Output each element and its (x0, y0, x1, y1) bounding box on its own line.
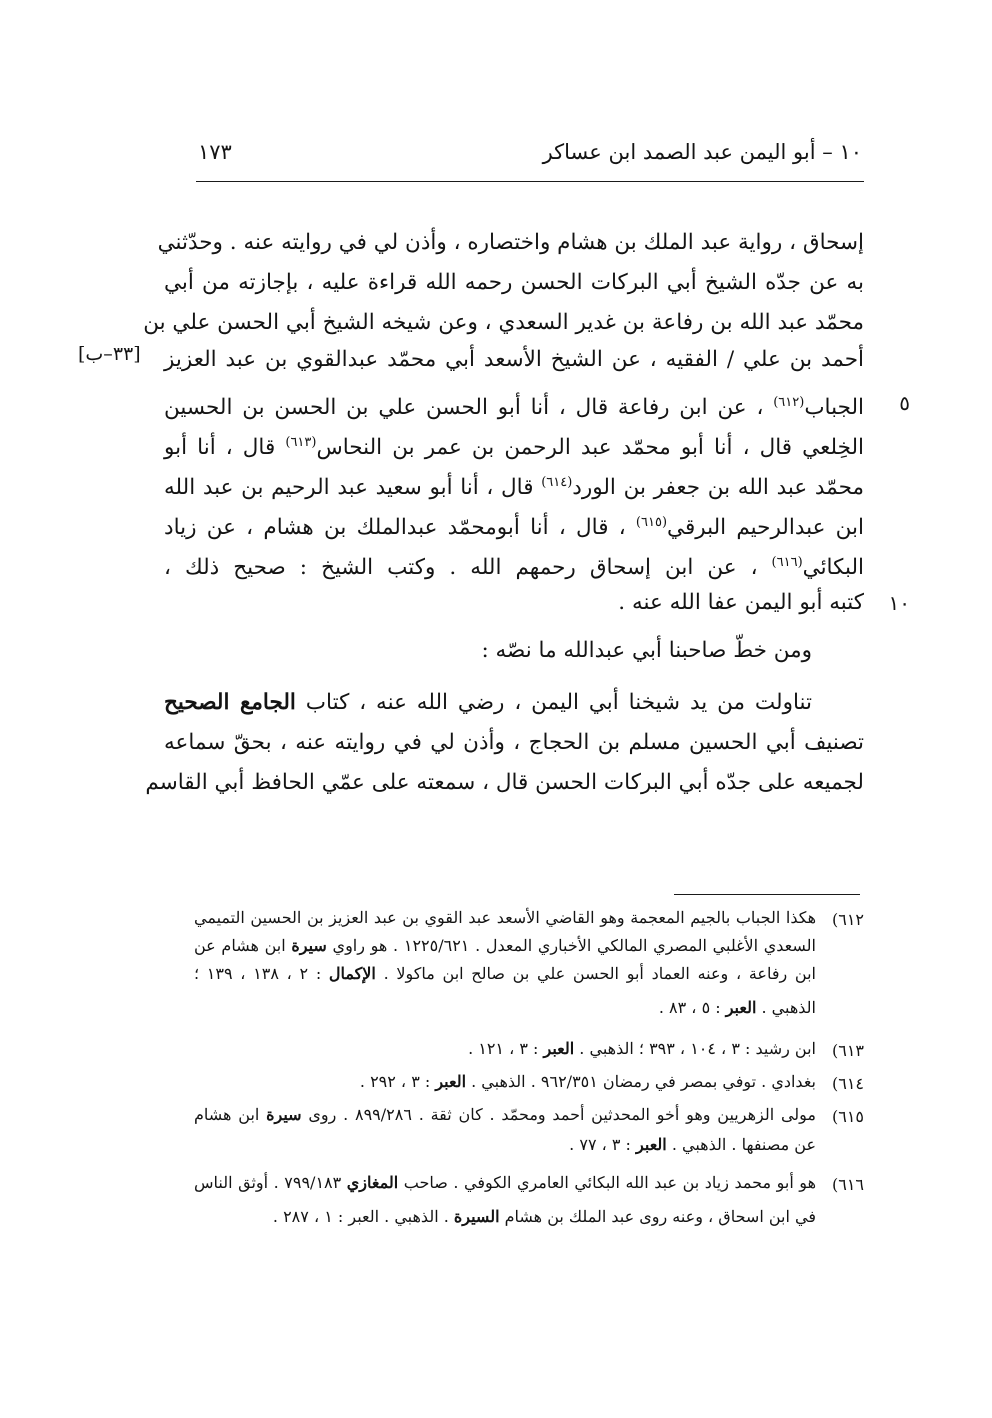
footnote-text: ابن هشام عن (194, 936, 292, 955)
body-line-8 (164, 508, 864, 543)
body-text: قال ، أنا أبو (164, 435, 286, 461)
page-number: ١٧٣ (198, 140, 232, 164)
line-number-5: ٥ (899, 391, 910, 415)
body-text: الجباب (804, 395, 864, 421)
footnote-number: ٦١٣) (831, 1041, 864, 1060)
footnote-bold-term: سيرة (266, 1105, 302, 1124)
footnote-ref-612[interactable]: (٦١٢) (773, 395, 805, 410)
body-text: محمّد عبد الله بن جعفر بن الورد (572, 475, 864, 501)
margin-folio-note: [٣٣–ب] (78, 343, 141, 365)
footnote-line (194, 1203, 816, 1231)
book-title-bold: الجامع الصحيح (164, 690, 296, 715)
footnote-text: : ٣ ، ٧٧ . (569, 1135, 637, 1154)
body-text: قال ، أنا أبو سعيد عبد الرحيم بن عبد الله (164, 475, 542, 501)
footnote-text: الذهبي . (756, 998, 816, 1017)
footnote-text: بغدادي . توفي بمصر في رمضان ٩٦٢/٣٥١ . الذهبي . (466, 1072, 816, 1091)
footnote-line (194, 1131, 816, 1159)
footnote-text: ٧٩٩/١٨٣ . أوثق الناس (194, 1173, 347, 1192)
footnote-line (194, 904, 816, 932)
footnote-line (194, 1169, 816, 1197)
footnote-ref-613[interactable]: (٦١٣) (285, 435, 317, 450)
footnote-number: ٦١٤) (831, 1074, 864, 1093)
body-line-7 (164, 468, 864, 503)
running-header-title: ١٠ – أبو اليمن عبد الصمد ابن عساكر (542, 140, 862, 164)
body-line-13: تصنيف أبي الحسين مسلم بن الحجاج ، وأذن لي في روايته عنه ، بحقّ سماعه (164, 730, 864, 755)
footnote-text: هكذا الجباب بالجيم المعجمة وهو القاضي الأسعد عبد القوي بن عبد العزيز بن الحسين التميمي (194, 908, 816, 927)
footnote-ref-615[interactable]: (٦١٥) (635, 515, 668, 530)
body-line-14: لجميعه على جدّه أبي البركات الحسن قال ، سمعته على عمّي الحافظ أبي القاسم (145, 770, 864, 795)
footnote-ref-614[interactable]: (٦١٤) (541, 475, 573, 490)
footnote-line (194, 960, 816, 988)
footnote-ref-616[interactable]: (٦١٦) (771, 555, 803, 570)
footnote-text: : ٣ ، ٢٩٢ . (359, 1072, 436, 1091)
header-rule (196, 181, 864, 182)
footnote-text: ابن رشيد : ٣ ، ١٠٤ ، ٣٩٣ ؛ الذهبي . (574, 1039, 816, 1058)
body-line-4: أحمد بن علي / الفقيه ، عن الشيخ الأسعد أبي محمّد عبدالقوي بن عبد العزيز (164, 347, 864, 372)
body-line-12 (164, 688, 864, 718)
footnote-text: : ٣ ، ١٢١ . (468, 1039, 544, 1058)
footnote-text: في ابن اسحاق ، وعنه روى عبد الملك بن هشام (499, 1207, 816, 1226)
footnote-bold-term: العبر (543, 1039, 575, 1058)
footnote-bold-term: العبر (636, 1135, 667, 1154)
line-number-10: ١٠ (888, 591, 910, 615)
footnote-text: : ٢ ، ١٣٨ ، ١٣٩ ؛ (194, 964, 329, 983)
footnote-bold-term: الإكمال (328, 964, 376, 983)
body-line-11: ومن خطّ صاحبنا أبي عبدالله ما نصّه : (481, 638, 812, 663)
footnote-rule (674, 894, 860, 895)
footnote-bold-term: المغازي (346, 1173, 399, 1192)
body-line-5 (164, 388, 864, 423)
footnote-bold-term: سيرة (291, 936, 327, 955)
footnote-line (194, 1101, 816, 1129)
body-line-2: به عن جدّه الشيخ أبي البركات الحسن رحمه الله قراءة عليه ، بإجازته من أبي (164, 270, 864, 295)
footnote-text: مولى الزهريين وهو أخو المحدثين أحمد ومحمّد . كان ثقة . ٨٩٩/٢٨٦ . روى (301, 1105, 816, 1124)
body-text: البكائي (802, 555, 864, 581)
footnote-number: ٦١٦) (831, 1175, 864, 1194)
body-text: ابن عبدالرحيم البرقي (667, 515, 865, 541)
footnote-bold-term: العبر (435, 1072, 467, 1091)
footnote-line (194, 1068, 816, 1096)
footnote-line (194, 994, 816, 1022)
footnote-text: هو أبو محمد زياد بن عبد الله البكائي العامري الكوفي . صاحب (398, 1173, 817, 1192)
footnote-line (194, 932, 816, 960)
body-line-10: كتبه أبو اليمن عفا الله عنه . (618, 590, 864, 615)
body-text: الخِلعي قال ، أنا أبو محمّد عبد الرحمن بن عمر بن النحاس (316, 435, 864, 461)
body-line-9 (164, 548, 864, 583)
footnote-number: ٦١٢) (831, 910, 864, 929)
footnote-text: ابن هشام (194, 1105, 267, 1124)
footnote-text: عن مصنفها . الذهبي . (666, 1135, 816, 1154)
body-line-3: محمّد عبد الله بن رفاعة بن غدير السعدي ، وعن شيخه الشيخ أبي الحسن علي بن (143, 310, 864, 335)
body-text: ، عن ابن رفاعة قال ، أنا أبو الحسن علي بن الحسن بن الحسين (164, 395, 774, 421)
footnote-text: . الذهبي . العبر : ١ ، ٢٨٧ . (272, 1207, 454, 1226)
footnote-line (194, 1035, 816, 1063)
footnote-bold-term: العبر (725, 998, 757, 1017)
body-text: تناولت من يد شيخنا أبي اليمن ، رضي الله عنه ، كتاب (295, 690, 812, 715)
footnote-text: ابن رفاعة ، وعنه العماد أبو الحسن علي بن صالح ابن ماكولا . (375, 964, 816, 983)
body-text: ، قال ، أنا أبومحمّد عبدالملك بن هشام ، عن زياد (164, 515, 636, 541)
body-text: ، عن ابن إسحاق رحمهم الله . وكتب الشيخ : صحيح ذلك ، (164, 555, 772, 581)
footnote-text: : ٥ ، ٨٣ . (658, 998, 726, 1017)
body-line-1: إسحاق ، رواية عبد الملك بن هشام واختصاره ، وأذن لي في روايته عنه . وحدّثني (157, 230, 864, 255)
footnote-text: السعدي الأغلبي المصري المالكي الأخباري المعدل . ١٢٢٥/٦٢١ . هو راوي (326, 936, 816, 955)
footnote-number: ٦١٥) (831, 1107, 864, 1126)
body-line-6 (164, 428, 864, 463)
footnote-bold-term: السيرة (453, 1207, 500, 1226)
